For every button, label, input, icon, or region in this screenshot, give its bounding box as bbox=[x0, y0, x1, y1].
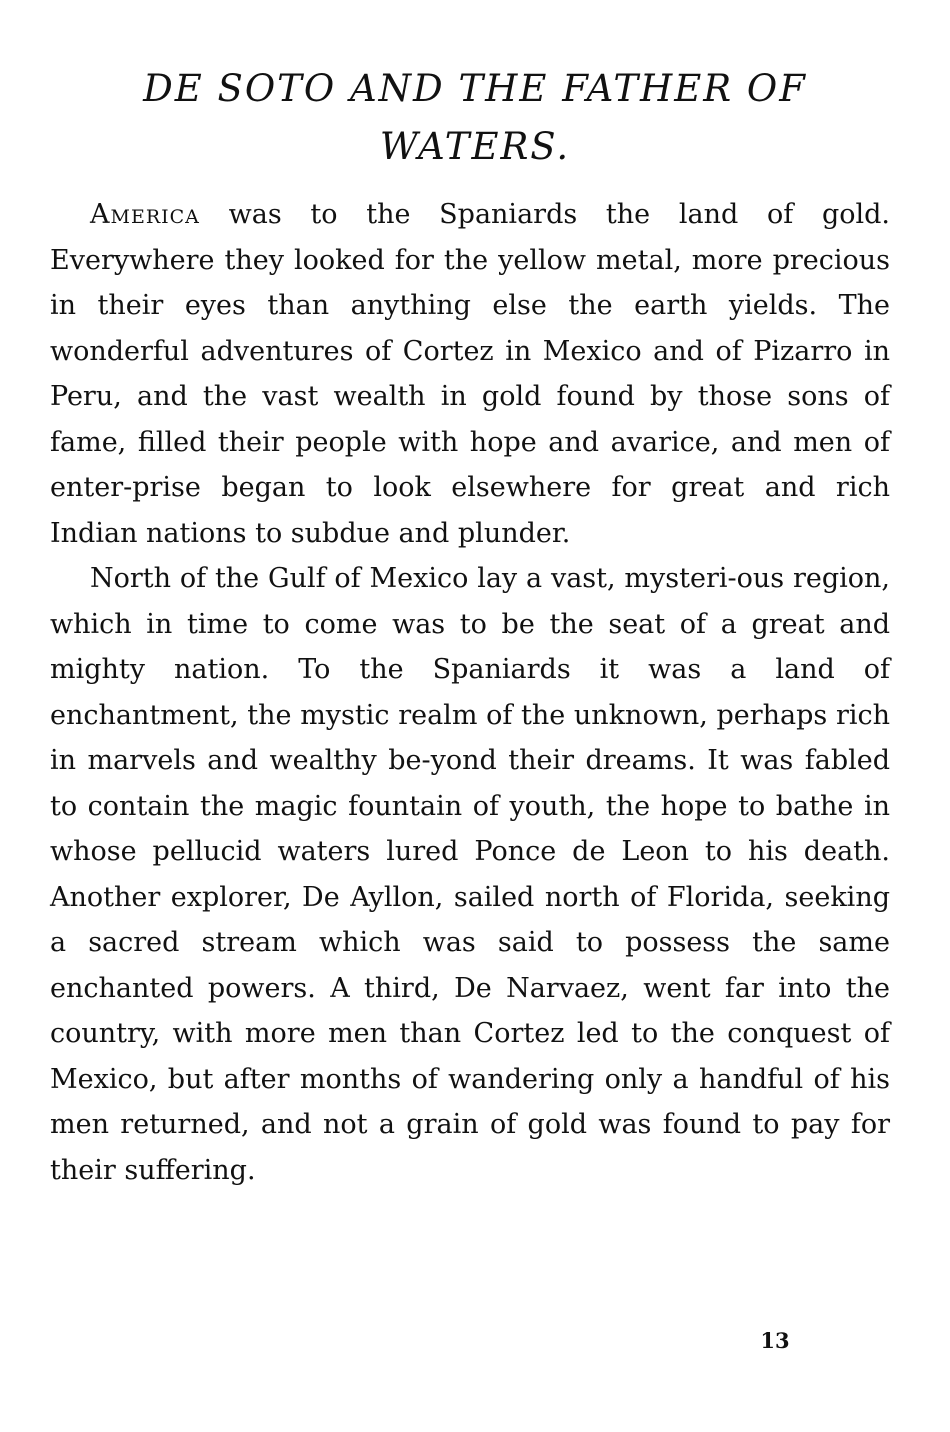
chapter-title bbox=[40, 60, 910, 176]
chapter-title-line-1: DE SOTO AND THE FATHER OF bbox=[143, 67, 807, 110]
paragraph-2 bbox=[50, 556, 890, 1193]
paragraph-1 bbox=[50, 192, 890, 556]
chapter-body bbox=[50, 192, 890, 1193]
chapter-title-line-2: WATERS. bbox=[379, 125, 571, 168]
paragraph-2-text: North of the Gulf of Mexico lay a vast, mysteri-ous region, which in time to come was to be the seat of a great and mighty nation. To the Spaniards it was a land of enchantment, the mystic realm of the unknown, perhaps rich in marvels and wealthy be-yond their dreams. It was fabled to contain the magic fountain of youth, the hope to bathe in whose pellucid waters lured Ponce de Leon to his death. Another explorer, De Ayllon, sailed north of Florida, seeking a sacred stream which was said to possess the same enchanted powers. A third, De Narvaez, went far into the country, with more men than Cortez led to the conquest of Mexico, but after months of wandering only a handful of his men returned, and not a grain of gold was found to pay for their suffering. bbox=[50, 563, 890, 1186]
paragraph-lead-word: America bbox=[90, 199, 200, 230]
page-number: 13 bbox=[760, 1328, 790, 1353]
paragraph-1-text: was to the Spaniards the land of gold. Everywhere they looked for the yellow metal, more precious in their eyes than anything else the earth yields. The wonderful adventures of Cortez in Mexico and of Pizarro in Peru, and the vast wealth in gold found by those sons of fame, filled their people with hope and avarice, and men of enter-prise began to look elsewhere for great and rich Indian nations to subdue and plunder. bbox=[50, 199, 890, 549]
